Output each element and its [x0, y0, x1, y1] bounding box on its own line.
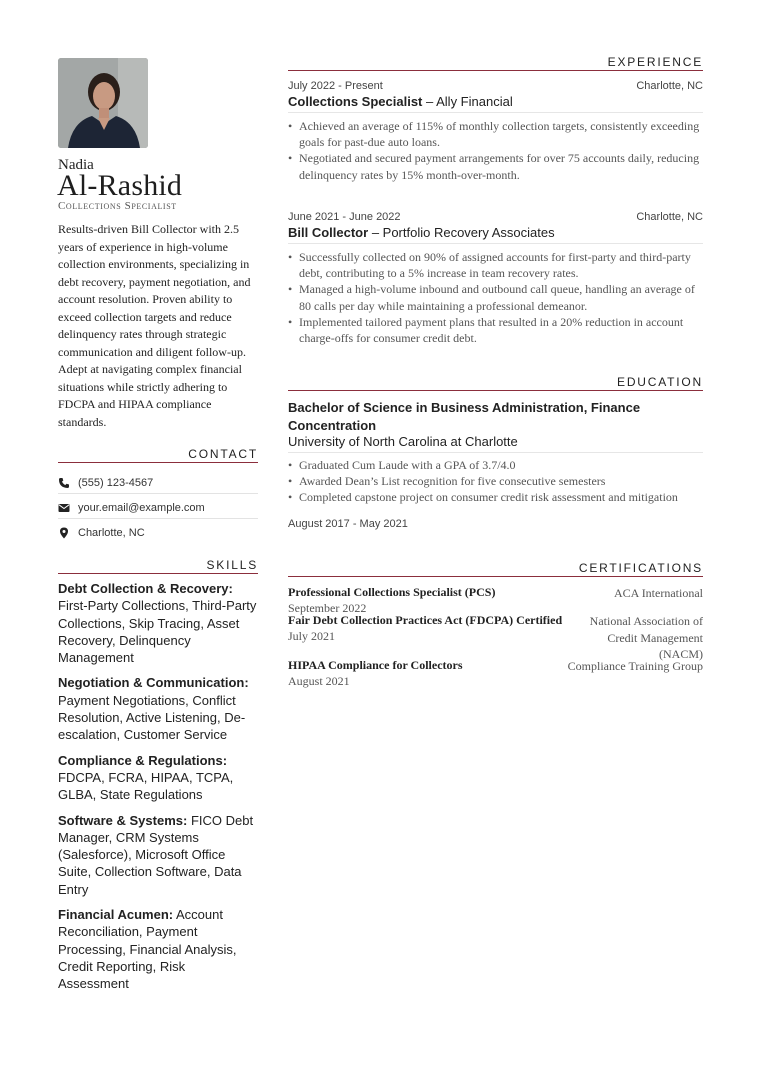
job-bullets: [288, 249, 703, 346]
job-bullet: • Negotiated and secured payment arrangements for over 75 accounts daily, reducing delinquency rates by 15% month-over-month.: [288, 150, 703, 182]
skill-group-text: Payment Negotiations, Conflict Resolution, Active Listening, De-escalation, Customer Service: [58, 692, 246, 743]
skill-group: [58, 752, 258, 804]
experience-heading: EXPERIENCE: [607, 55, 703, 69]
skill-group: [58, 906, 258, 992]
job-bullet: • Managed a high-volume inbound and outbound call queue, handling an average of 80 calls per day while maintaining a professional demeanor.: [288, 281, 703, 313]
certification-name: Fair Debt Collection Practices Act (FDCPA) Certified: [288, 613, 563, 627]
phone-icon: [58, 477, 70, 489]
certification-name: Professional Collections Specialist (PCS): [288, 585, 496, 599]
education-heading: EDUCATION: [617, 375, 703, 389]
skill-group-text: FICO Debt Manager, CRM Systems (Salesforce), Microsoft Office Suite, Collection Software, Data Entry: [58, 812, 254, 897]
skills-rule: [58, 573, 258, 574]
contact-location: [58, 525, 258, 549]
job-title: [288, 94, 513, 109]
job-bullets: [288, 118, 703, 183]
certification-org: National Association of Credit Management (NACM): [589, 614, 703, 661]
skill-group-text: FDCPA, FCRA, HIPAA, TCPA, GLBA, State Regulations: [58, 769, 234, 803]
contact-heading: CONTACT: [188, 447, 258, 461]
job-divider: [288, 243, 703, 244]
phone-text: (555) 123-4567: [78, 477, 154, 489]
skill-group: [58, 812, 258, 898]
certification-org: Compliance Training Group: [567, 659, 703, 673]
skill-group-label: Financial Acumen:: [58, 907, 174, 923]
certifications-heading: CERTIFICATIONS: [578, 561, 703, 575]
certification-date: July 2021: [288, 629, 336, 643]
profile-summary: Results-driven Bill Collector with 2.5 years of experience in high-volume collection environments, specializing in debt recovery, payment negotiation, and account resolution. Proven ability to exceed collection targets and reduce delinquency rates through strategic communication and diligent follow-up. Adept at navigating complex financial situations while strictly adhering to FDCPA and HIPAA compliance standards.: [58, 222, 251, 429]
certifications-rule: [288, 576, 703, 577]
skill-group-text: First-Party Collections, Third-Party Collections, Skip Tracing, Asset Recovery, Delinquency Management: [58, 598, 257, 666]
contact-divider: [58, 493, 258, 494]
experience-rule: [288, 70, 703, 71]
email-link[interactable]: your.email@example.com: [78, 502, 205, 514]
skill-group-text: Account Reconciliation, Payment Processing, Financial Analysis, Credit Reporting, Risk Assessment: [58, 907, 237, 992]
job-bullet: • Achieved an average of 115% of monthly collection targets, consistently exceeding goals for past-due auto loans.: [288, 118, 703, 150]
email-icon: [58, 502, 70, 514]
contact-email: [58, 500, 258, 524]
education-bullets: [288, 457, 703, 506]
job-role: Collections Specialist: [58, 200, 177, 212]
education-bullet: • Graduated Cum Laude with a GPA of 3.7/4.0: [288, 457, 703, 473]
skill-group-label: Software & Systems:: [58, 812, 188, 828]
education-bullet: • Awarded Dean’s List recognition for five consecutive semesters: [288, 473, 703, 489]
skill-group: [58, 674, 258, 743]
certification-date: August 2021: [288, 674, 350, 688]
education-dates: August 2017 - May 2021: [288, 518, 408, 530]
job-company: – Ally Financial: [426, 94, 513, 109]
contact-phone: [58, 475, 258, 499]
contact-divider: [58, 518, 258, 519]
job-position: Collections Specialist: [288, 94, 423, 109]
skills-list: [58, 580, 258, 1001]
location-text: Charlotte, NC: [78, 527, 145, 539]
skill-group: [58, 580, 258, 666]
skill-group-label: Compliance & Regulations:: [58, 752, 228, 768]
education-school: University of North Carolina at Charlotte: [288, 434, 518, 449]
education-bullet: • Completed capstone project on consumer credit risk assessment and mitigation: [288, 489, 703, 505]
certification-name: HIPAA Compliance for Collectors: [288, 658, 463, 672]
first-name: Nadia: [58, 157, 94, 173]
job-bullet: • Implemented tailored payment plans that resulted in a 20% reduction in account charge-offs for consumer credit debt.: [288, 314, 703, 346]
job-location: Charlotte, NC: [636, 80, 703, 92]
contact-rule: [58, 462, 258, 463]
job-bullet: • Successfully collected on 90% of assigned accounts for first-party and third-party debt, contributing to a 5% increase in team recovery rates.: [288, 249, 703, 281]
job-company: – Portfolio Recovery Associates: [371, 225, 555, 240]
profile-photo: [58, 58, 148, 148]
certification-org: ACA International: [614, 586, 703, 600]
skills-heading: SKILLS: [206, 558, 258, 572]
education-rule: [288, 390, 703, 391]
job-title: [288, 225, 555, 240]
certification-date: September 2022: [288, 601, 367, 615]
job-dates: June 2021 - June 2022: [288, 211, 401, 223]
skill-group-label: Negotiation & Communication:: [58, 675, 249, 691]
last-name: Al-Rashid: [57, 169, 183, 202]
job-location: Charlotte, NC: [636, 211, 703, 223]
job-dates: July 2022 - Present: [288, 80, 383, 92]
skill-group-label: Debt Collection & Recovery:: [58, 581, 233, 596]
job-position: Bill Collector: [288, 225, 369, 240]
location-pin-icon: [58, 527, 70, 539]
profile-photo-image: [58, 58, 148, 148]
education-divider: [288, 452, 703, 453]
job-divider: [288, 112, 703, 113]
education-degree: Bachelor of Science in Business Administration, Finance Concentration: [288, 400, 641, 433]
